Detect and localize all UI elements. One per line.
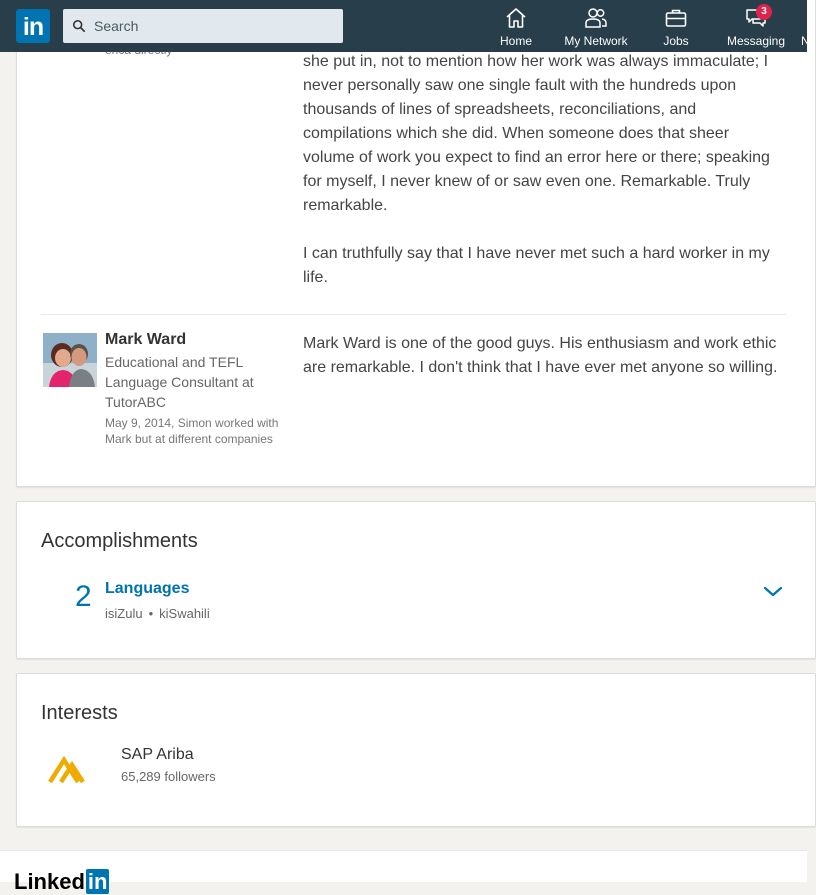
home-icon — [504, 6, 528, 30]
rec-line: life. — [303, 269, 328, 286]
sap-ariba-logo[interactable] — [47, 754, 91, 786]
recommendations-card — [16, 0, 816, 487]
chevron-down-icon[interactable] — [761, 582, 785, 602]
rec-line: she put in, not to mention how her work was always immaculate; I — [303, 53, 769, 70]
avatar[interactable] — [43, 333, 97, 387]
interests-title: Interests — [41, 702, 118, 724]
recommender-name[interactable]: Mark Ward — [105, 331, 187, 348]
recommendation-text-2: Mark Ward is one of the good guys. His enthusiasm and work ethic are remarkable. I don't think that I have ever met anyone so willing. — [303, 335, 778, 376]
nav-jobs[interactable] — [663, 6, 689, 50]
search-box[interactable] — [63, 9, 343, 43]
accomplishments-title: Accomplishments — [41, 530, 198, 552]
accomplishments-card — [16, 501, 816, 659]
search-input[interactable] — [92, 17, 336, 35]
recommendation-text-1 — [303, 50, 789, 290]
top-nav-bar — [0, 0, 810, 52]
search-icon — [72, 19, 86, 33]
recommender-photo — [43, 333, 97, 387]
footer — [0, 850, 807, 894]
rec-line: compilations which she did. When someone does that sheer — [303, 125, 730, 142]
network-icon — [584, 6, 608, 30]
interest-name[interactable]: SAP Ariba — [121, 746, 194, 763]
rec-line: I can truthfully say that I have never met such a hard worker in my — [303, 245, 770, 262]
rec-line: volume of work you expect to find an error here or there; speaking — [303, 149, 770, 166]
rec-line: thousands of lines of spreadsheets, reconciliations, and — [303, 101, 697, 118]
list-separator: • — [148, 606, 154, 621]
nav-home-label: Home — [499, 34, 532, 48]
footer-logo-in: in — [87, 869, 108, 894]
languages-link[interactable]: Languages — [105, 580, 190, 597]
briefcase-icon — [664, 6, 688, 30]
interest-followers: 65,289 followers — [121, 769, 216, 784]
linkedin-logo[interactable]: in — [16, 9, 50, 43]
nav-messaging-label: Messaging — [727, 34, 786, 48]
messaging-badge: 3 — [756, 4, 772, 20]
recommendation-divider — [41, 314, 786, 315]
interests-card — [16, 673, 816, 827]
nav-cut-label[interactable]: N — [801, 34, 810, 48]
footer-logo-text: Linked — [14, 869, 85, 894]
nav-my-network-label: My Network — [564, 34, 628, 48]
nav-home[interactable] — [499, 6, 533, 50]
recommender-headline: Educational and TEFL Language Consultant at TutorABC — [105, 354, 254, 410]
languages-list — [105, 606, 210, 621]
rec-line: for myself, I never knew of or saw even one. Remarkable. Truly — [303, 173, 751, 190]
nav-jobs-label: Jobs — [663, 34, 689, 48]
languages-count: 2 — [75, 580, 92, 613]
recommendation-meta: May 9, 2014, Simon worked with Mark but at different companies — [105, 416, 279, 446]
footer-logo[interactable] — [14, 869, 109, 895]
rec-line: remarkable. — [303, 197, 388, 214]
nav-my-network[interactable] — [563, 6, 629, 50]
language-item: isiZulu — [105, 606, 143, 621]
language-item: kiSwahili — [159, 606, 210, 621]
rec-line: never personally saw one single fault with the hundreds upon — [303, 77, 737, 94]
nav-messaging[interactable] — [727, 6, 785, 50]
